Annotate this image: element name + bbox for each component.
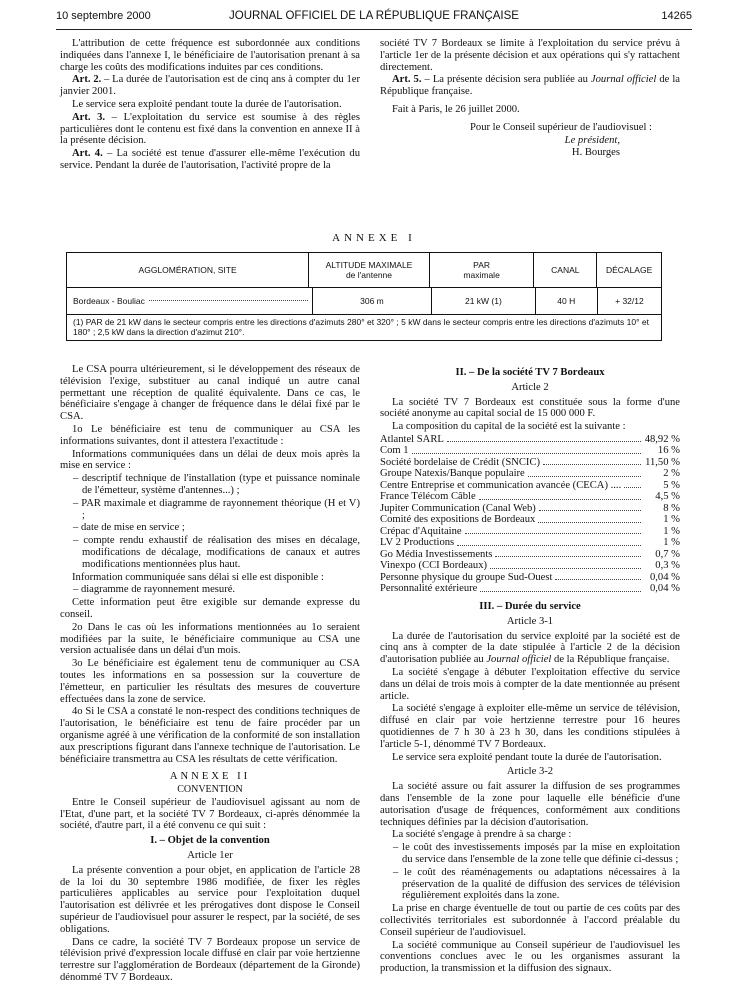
article-2-title: Article 2 bbox=[511, 381, 549, 393]
lower-left-column bbox=[60, 364, 360, 985]
paragraph: La présente convention a pour objet, en application de l'article 28 de la loi du 30 septembre 1986 modifiée, de fixer les règles particulières applicables au service pour l'exploitation duquel l'autorisation est délivrée et les prérogatives dont dispose le Conseil supérieur de l'audiovisuel pour assurer le respect, par la société, de ses obligations. bbox=[60, 864, 360, 935]
art-label: Art. 4. bbox=[72, 148, 103, 160]
list-item: – diagramme de rayonnement mesuré. bbox=[73, 584, 236, 596]
leader-dots bbox=[457, 537, 641, 546]
col-header-decalage: DÉCALAGE bbox=[605, 265, 653, 275]
leader-dots bbox=[539, 503, 641, 512]
capital-row bbox=[380, 572, 680, 584]
leader-dots bbox=[412, 445, 641, 454]
capital-row bbox=[380, 480, 680, 492]
paragraph: 1o Le bénéficiaire est tenu de communiquer au CSA les informations suivantes, dont il attestera l'exactitude : bbox=[60, 423, 360, 447]
capital-row bbox=[380, 560, 680, 572]
col-header-agglo: AGGLOMÉRATION, SITE bbox=[67, 253, 309, 287]
table-header-row bbox=[67, 253, 661, 288]
shareholder-name: France Télécom Câble bbox=[380, 491, 476, 503]
section-3-title: III. – Durée du service bbox=[479, 600, 581, 612]
share-percentage: 1 % bbox=[663, 514, 680, 526]
paragraph: L'attribution de cette fréquence est subordonnée aux conditions indiquées dans l'annexe I, le bénéficiaire de l'autorisation prenant à sa charge les coûts des modifications induites par ces conditions. bbox=[60, 38, 360, 73]
paragraph: 3o Le bénéficiaire est également tenu de communiquer au CSA toutes les informations en sa possession sur la couverture de l'émetteur, en particulier les résultats des mesures de couverture effectuées dans la zone de service. bbox=[60, 658, 360, 705]
section-2-title: II. – De la société TV 7 Bordeaux bbox=[455, 367, 605, 378]
shareholder-name: Atlantel SARL bbox=[380, 433, 444, 445]
share-percentage: 48,92 % bbox=[644, 433, 680, 445]
paragraph: société TV 7 Bordeaux se limite à l'exploitation du service prévu à l'article 1er de la présente décision et aux opérations qui s'y rattachent directement. bbox=[380, 38, 680, 73]
convention-title: CONVENTION bbox=[177, 784, 243, 796]
share-percentage: 0,7 % bbox=[655, 548, 680, 560]
share-percentage: 0,04 % bbox=[649, 571, 680, 583]
table-row bbox=[67, 288, 661, 315]
paragraph: Entre le Conseil supérieur de l'audiovisuel agissant au nom de l'Etat, d'une part, et la société TV 7 Bordeaux, ci-après dénommée la société, d'autre part, il a été convenu ce qui suit : bbox=[60, 796, 360, 832]
art-text: – La société est tenue d'assurer elle-même l'exécution du service. Pendant la durée de l'autorisation, l'activité propre de la bbox=[60, 148, 360, 171]
article-1-title: Article 1er bbox=[187, 850, 233, 862]
leader-dots bbox=[543, 457, 641, 466]
leader-dots bbox=[495, 549, 641, 558]
shareholder-name: Jupiter Communication (Canal Web) bbox=[380, 502, 536, 514]
list-item: – date de mise en service ; bbox=[73, 522, 185, 534]
signature-line-1: Pour le Conseil supérieur de l'audiovisuel : bbox=[470, 121, 652, 133]
share-percentage: 16 % bbox=[657, 445, 680, 457]
top-left-column bbox=[60, 38, 360, 173]
annex-1-table bbox=[66, 252, 662, 341]
paragraph: 4o Si le CSA a constaté le non-respect des conditions techniques de l'autorisation, le bénéficiaire est tenu de faire procéder par un organisme agréé à une vérification de la conformité de son installation aux prescriptions figurant dans l'annexe technique de l'autorisation. Le bénéficiaire transmettra au CSA les résultats de cette vérification. bbox=[60, 706, 360, 765]
art-label: Art. 5. bbox=[392, 74, 422, 86]
art-text: – La présente décision sera publiée au bbox=[421, 74, 591, 86]
shareholder-name: Crépac d'Aquitaine bbox=[380, 525, 462, 537]
capital-row bbox=[380, 445, 680, 457]
paragraph: La société s'engage à prendre à sa charge : bbox=[392, 829, 572, 841]
cell-site: Bordeaux - Bouliac bbox=[67, 288, 313, 314]
list-item: – le coût des réaménagements ou adaptations nécessaires à la préservation de la qualité de diffusion des services de télévision régulièrement exploités dans la zone. bbox=[393, 866, 680, 902]
annex-1-title: ANNEXE I bbox=[332, 232, 416, 244]
share-percentage: 0,04 % bbox=[649, 583, 680, 595]
page-header bbox=[56, 10, 692, 26]
paragraph: La société s'engage à débuter l'exploitation effective du service dans un délai de trois mois à compter de la date mentionnée au présent article. bbox=[380, 666, 680, 702]
paragraph: La société TV 7 Bordeaux est constituée sous la forme d'une société anonyme au capital social de 15 000 000 F. bbox=[380, 396, 680, 420]
cell-altitude: 306 m bbox=[313, 288, 432, 314]
paragraph: Cette information peut être exigible sur demande expresse du conseil. bbox=[60, 597, 360, 620]
article-3 bbox=[60, 112, 360, 147]
article-3-2-title: Article 3-2 bbox=[506, 766, 554, 778]
leader-dots bbox=[555, 572, 641, 581]
annex-2-title: ANNEXE II bbox=[169, 771, 251, 783]
list-item: – descriptif technique de l'installation (type et puissance nominale de l'émetteur, système d'antennes...) ; bbox=[73, 473, 360, 496]
art-text: – La durée de l'autorisation est de cinq ans à compter du 1er janvier 2001. bbox=[60, 74, 361, 98]
leader-dots bbox=[528, 468, 641, 477]
art-text: – L'exploitation du service est soumise à des règles particulières dont le contenu est fixé dans la convention en annexe II à la présente décision. bbox=[60, 111, 360, 147]
leader-dots bbox=[465, 526, 641, 535]
article-3-1-title: Article 3-1 bbox=[506, 615, 554, 627]
capital-row bbox=[380, 457, 680, 469]
paragraph: Le service sera exploité pendant toute la durée de l'autorisation. bbox=[392, 751, 662, 763]
paragraph: La société communique au Conseil supérieur de l'audiovisuel les conventions conclues avec le ou les organismes assurant la production, la transmission et la diffusion des signaux. bbox=[380, 939, 680, 975]
lower-right-column bbox=[380, 364, 680, 976]
shareholder-name: LV 2 Productions bbox=[380, 537, 455, 549]
journal-title: JOURNAL OFFICIEL DE LA RÉPUBLIQUE FRANÇAISE bbox=[229, 10, 519, 22]
leader-dots bbox=[624, 480, 641, 489]
cell-canal: 40 H bbox=[536, 288, 598, 314]
shareholder-name: Centre Entreprise et communication avancée (CECA) .... bbox=[380, 479, 622, 491]
art-text: de la République française. bbox=[380, 74, 680, 98]
share-percentage: 1 % bbox=[663, 525, 680, 537]
list-item: – compte rendu exhaustif de réalisation des mises en décalage, modifications de décalage, modifications de canaux et autres modifications mentionnées plus haut. bbox=[73, 535, 360, 570]
shareholder-name: Groupe Natexis/Banque populaire bbox=[380, 468, 525, 480]
leader-dots bbox=[479, 491, 641, 500]
capital-row bbox=[380, 434, 680, 446]
paragraph: Dans ce cadre, la société TV 7 Bordeaux propose un service de télévision privé d'expression locale diffusé en clair par voie hertzienne terrestre sur l'agglomération de Bordeaux (département de la Gironde) dénommé TV 7 Bordeaux. bbox=[60, 936, 360, 984]
shareholder-name: Société bordelaise de Crédit (SNCIC) bbox=[380, 456, 541, 468]
signature-title: Le président, bbox=[564, 134, 620, 146]
share-percentage: 0,3 % bbox=[655, 560, 680, 572]
share-percentage: 5 % bbox=[663, 479, 680, 491]
paragraph: Information communiquée sans délai si elle est disponible : bbox=[72, 571, 324, 583]
capital-row bbox=[380, 526, 680, 538]
signature-name: H. Bourges bbox=[571, 147, 620, 159]
capital-row bbox=[380, 468, 680, 480]
paragraph: La composition du capital de la société est la suivante : bbox=[392, 421, 626, 433]
shareholder-name: Com 1 bbox=[380, 445, 409, 457]
shareholder-name: Personne physique du groupe Sud-Ouest bbox=[380, 571, 553, 583]
share-percentage: 11,50 % bbox=[645, 456, 680, 468]
shareholder-name: Personnalité extérieure bbox=[380, 583, 478, 595]
paragraph: 2o Dans le cas où les informations mentionnées au 1o seraient modifiées par la suite, le bénéficiaire communique au CSA une version actualisée dans un délai d'un mois. bbox=[60, 621, 360, 657]
leader-dots bbox=[538, 514, 641, 523]
capital-row bbox=[380, 514, 680, 526]
col-header-altitude: ALTITUDE MAXIMALE de l'antenne bbox=[309, 253, 430, 287]
share-percentage: 2 % bbox=[663, 468, 680, 480]
table-footnote: (1) PAR de 21 kW dans le secteur compris entre les directions d'azimuts 280° et 320° ; 5 kW dans le secteur compris entre les directions d'azimuts 10° et 180° ; 2,5 kW dans la direction d'azimut 210°. bbox=[73, 317, 649, 337]
section-1-title: I. – Objet de la convention bbox=[150, 835, 270, 847]
shareholder-name: Vinexpo (CCI Bordeaux) bbox=[380, 560, 488, 572]
article-4 bbox=[60, 148, 360, 172]
art-label: Art. 2. bbox=[72, 74, 102, 86]
paragraph: La prise en charge éventuelle de tout ou partie de ces coûts par des collectivités territoriales est subordonnée à l'accord préalable du Conseil supérieur de l'audiovisuel. bbox=[380, 903, 680, 938]
paragraph: Informations communiquées dans un délai de deux mois après la mise en service : bbox=[60, 448, 360, 472]
header-rule bbox=[56, 29, 692, 30]
leader-dots bbox=[480, 583, 641, 592]
page-number: 14265 bbox=[661, 10, 692, 22]
share-percentage: 4,5 % bbox=[655, 491, 680, 503]
paragraph: La société assure ou fait assurer la diffusion de ses programmes dans l'ensemble de la zone pour laquelle elle bénéficie d'une autorisation d'usage de fréquences, conformément aux conditions techniques définies par la décision d'autorisation. bbox=[380, 781, 680, 828]
art-label: Art. 3. bbox=[72, 111, 106, 123]
capital-row bbox=[380, 503, 680, 515]
shareholder-name: Go Média Investissements bbox=[380, 548, 493, 560]
cell-par: 21 kW (1) bbox=[432, 288, 536, 314]
col-header-canal: CANAL bbox=[534, 253, 597, 287]
paragraph: Le service sera exploité pendant toute la durée de l'autorisation. bbox=[72, 98, 342, 110]
capital-composition-list bbox=[380, 434, 680, 595]
paragraph: La société s'engage à exploiter elle-même un service de télévision, diffusé en clair par voie hertzienne terrestre pour 16 heures quotidiennes de 7 h 30 à 23 h 30, dans les conditions stipulées à l'article 5-1, dénommé TV 7 Bordeaux. bbox=[380, 703, 680, 750]
capital-row bbox=[380, 491, 680, 503]
article-5 bbox=[380, 74, 680, 98]
leader-dots bbox=[490, 560, 641, 569]
capital-row bbox=[380, 537, 680, 549]
article-2 bbox=[60, 74, 360, 98]
list-item: – PAR maximale et diagramme de rayonnement théorique (H et V) ; bbox=[73, 497, 360, 521]
capital-row bbox=[380, 549, 680, 561]
top-right-column bbox=[380, 38, 680, 160]
leader-dots bbox=[447, 434, 641, 443]
list-item: – le coût des investissements imposés par la mise en exploitation du service dans l'ensemble de la zone telle que définie ci-dessus ; bbox=[393, 842, 680, 865]
share-percentage: 8 % bbox=[663, 502, 680, 514]
fait-a-paris: Fait à Paris, le 26 juillet 2000. bbox=[392, 103, 520, 115]
header-date: 10 septembre 2000 bbox=[56, 10, 151, 22]
share-percentage: 1 % bbox=[663, 537, 680, 549]
paragraph: La durée de l'autorisation du service exploité par la société est de cinq ans à compter de la date stipulée à l'article 2 de la décision d'autorisation publiée au Journal officiel de la République française. bbox=[380, 630, 680, 666]
col-header-par: PAR maximale bbox=[430, 253, 535, 287]
journal-italic: Journal officiel bbox=[590, 74, 657, 86]
shareholder-name: Comité des expositions de Bordeaux bbox=[380, 514, 536, 526]
cell-decalage: + 32/12 bbox=[615, 296, 644, 306]
capital-row bbox=[380, 583, 680, 595]
paragraph: Le CSA pourra ultérieurement, si le développement des réseaux de télévision l'exige, substituer au canal indiqué un autre canal permettant une réception de qualité équivalente. Dans ce cas, le bénéficiaire s'engage à changer de fréquence dans le délai fixé par le CSA. bbox=[60, 364, 360, 423]
